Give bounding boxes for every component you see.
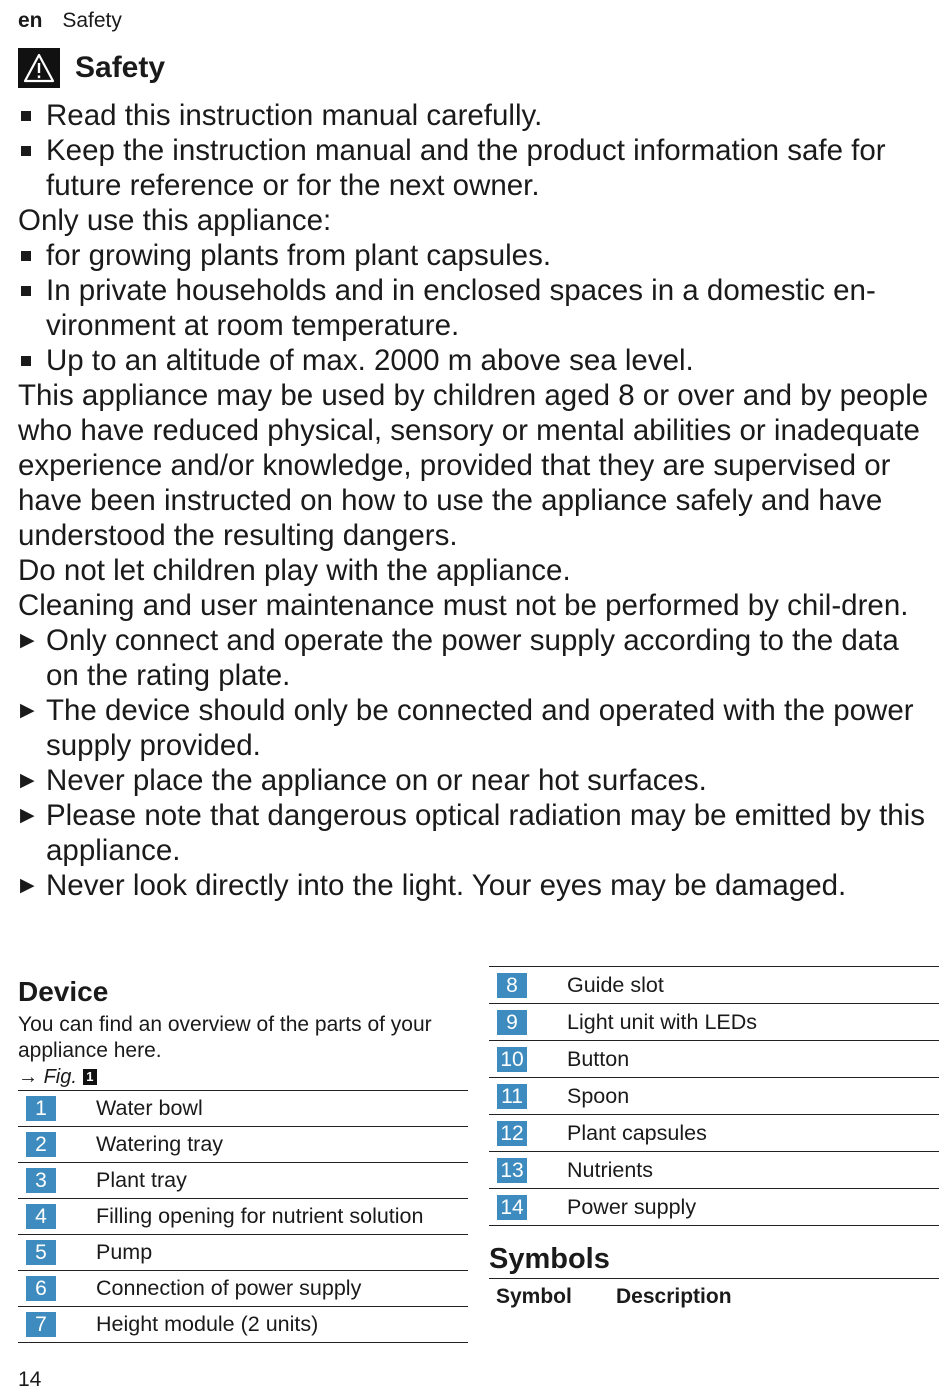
action-arrow-icon: ▶ [20, 630, 35, 651]
children-paragraph: This appliance may be used by children aged 8 or over and by people who have reduced physical, sensory or mental abilities or inadequate experience and/or knowledge, provided that they are supervised or have been instructed on how to use the appliance safely and have understood the resulting dangers. [18, 379, 929, 552]
table-row [489, 967, 939, 1004]
list-item: Up to an altitude of max. 2000 m above sea level. [18, 343, 938, 378]
figure-reference: → Fig. 1 [18, 1064, 468, 1090]
right-column [489, 966, 939, 1309]
part-number-badge: 8 [497, 973, 527, 998]
part-number-badge: 6 [26, 1276, 56, 1301]
symbols-table-header [489, 1278, 939, 1309]
table-row [489, 1078, 939, 1115]
part-number-badge: 10 [497, 1047, 527, 1072]
table-row [18, 1307, 468, 1343]
table-row [18, 1127, 468, 1163]
part-number-badge: 7 [26, 1312, 56, 1337]
action-arrow-icon: ▶ [20, 875, 35, 896]
table-row [18, 1091, 468, 1127]
part-label: Plant capsules [567, 1115, 939, 1152]
safety-heading [18, 48, 165, 88]
device-title: Device [18, 976, 109, 1007]
symbols-title: Symbols [489, 1243, 610, 1275]
table-row [489, 1189, 939, 1226]
parts-table-left [18, 1090, 468, 1343]
arrow-right-icon: → [18, 1066, 38, 1088]
action-arrow-icon: ▶ [20, 770, 35, 791]
table-row [489, 1004, 939, 1041]
action-arrow-icon: ▶ [20, 805, 35, 826]
list-item: In private households and in enclosed spaces in a domestic en-vironment at room temperature. [18, 273, 938, 343]
play-paragraph: Do not let children play with the appliance. [18, 554, 571, 587]
table-row [18, 1235, 468, 1271]
device-intro: You can find an overview of the parts of your appliance here. [18, 1013, 432, 1062]
part-label: Plant tray [96, 1163, 468, 1199]
part-label: Light unit with LEDs [567, 1004, 939, 1041]
part-number-badge: 14 [497, 1195, 527, 1220]
part-label: Power supply [567, 1189, 939, 1226]
part-label: Connection of power supply [96, 1271, 468, 1307]
part-number-badge: 13 [497, 1158, 527, 1183]
device-section [18, 974, 468, 1343]
table-row [489, 1041, 939, 1078]
part-number-badge: 3 [26, 1168, 56, 1193]
table-row [489, 1115, 939, 1152]
part-label: Height module (2 units) [96, 1307, 468, 1343]
list-item: Keep the instruction manual and the product information safe for future reference or for the next owner. [18, 133, 938, 203]
part-label: Pump [96, 1235, 468, 1271]
table-row [489, 1152, 939, 1189]
table-row [18, 1163, 468, 1199]
safety-body [18, 98, 938, 903]
part-number-badge: 9 [497, 1010, 527, 1035]
part-label: Spoon [567, 1078, 939, 1115]
use-intro: Only use this appliance: [18, 204, 332, 237]
part-label: Filling opening for nutrient solution [96, 1199, 468, 1235]
list-item: Read this instruction manual carefully. [18, 98, 938, 133]
page-title: Safety [75, 51, 166, 84]
part-number-badge: 11 [497, 1084, 527, 1109]
table-row [18, 1271, 468, 1307]
action-item: ▶ The device should only be connected and operated with the power supply provided. [20, 694, 914, 762]
language-code: en [18, 9, 43, 32]
part-number-badge: 5 [26, 1240, 56, 1265]
header-section: Safety [62, 9, 122, 32]
part-label: Watering tray [96, 1127, 468, 1163]
symbol-column-header: Symbol [496, 1285, 572, 1308]
warning-triangle-icon [18, 48, 60, 88]
running-header [18, 9, 122, 33]
part-number-badge: 12 [497, 1121, 527, 1146]
table-row [18, 1199, 468, 1235]
figure-number-badge: 1 [83, 1069, 97, 1085]
cleaning-paragraph: Cleaning and user maintenance must not be performed by chil-dren. [18, 589, 909, 622]
part-number-badge: 2 [26, 1132, 56, 1157]
page-number: 14 [18, 1368, 42, 1391]
part-number-badge: 1 [26, 1096, 56, 1121]
description-column-header: Description [616, 1285, 732, 1308]
list-item: for growing plants from plant capsules. [18, 238, 938, 273]
part-label: Nutrients [567, 1152, 939, 1189]
action-item: ▶ Please note that dangerous optical radiation may be emitted by this appliance. [20, 799, 925, 867]
action-arrow-icon: ▶ [20, 700, 35, 721]
part-label: Button [567, 1041, 939, 1078]
action-item: ▶ Never place the appliance on or near hot surfaces. [20, 764, 707, 797]
action-item: ▶ Only connect and operate the power supply according to the data on the rating plate. [20, 624, 899, 692]
parts-table-right [489, 966, 939, 1226]
part-label: Water bowl [96, 1091, 468, 1127]
part-number-badge: 4 [26, 1204, 56, 1229]
action-item: ▶ Never look directly into the light. Your eyes may be damaged. [20, 869, 847, 902]
part-label: Guide slot [567, 967, 939, 1004]
